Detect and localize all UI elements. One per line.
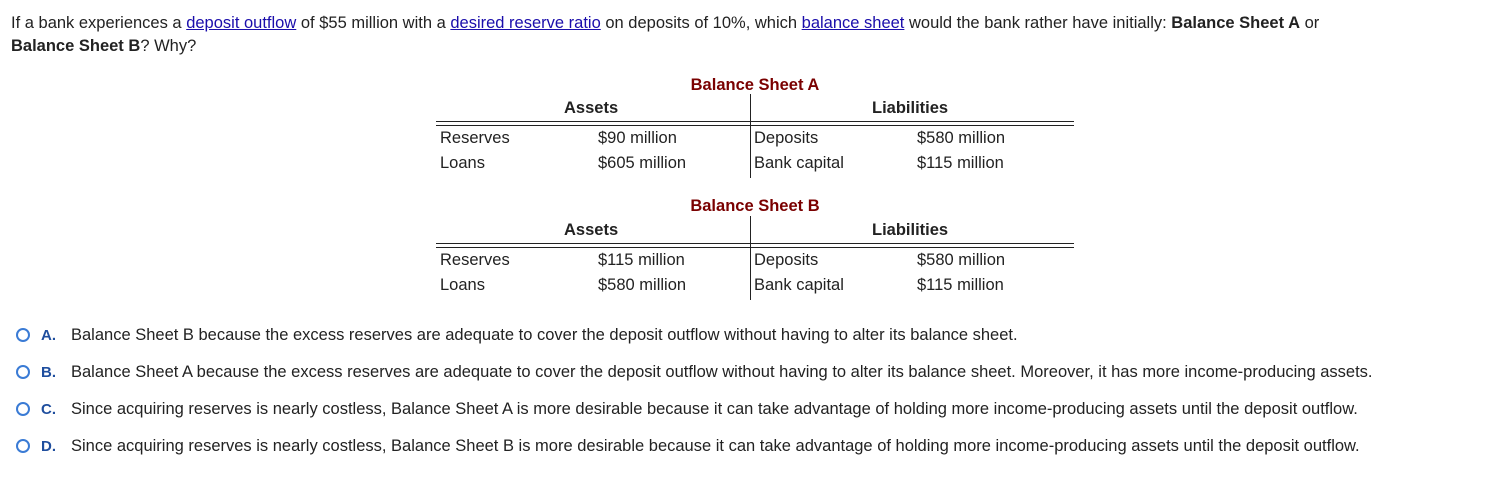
option-text[interactable]: Balance Sheet A because the excess reserves are adequate to cover the deposit outflow without having to alter its balance sheet. Moreover, it has more income-producing assets.: [71, 362, 1373, 381]
option-letter: D.: [41, 437, 56, 455]
liability-value: $580 million: [917, 251, 1006, 269]
question-bold-b: Balance Sheet B: [11, 37, 141, 55]
option-a[interactable]: [16, 322, 1018, 348]
balance-sheet-title: Balance Sheet A: [690, 76, 820, 94]
option-letter: C.: [41, 400, 56, 418]
asset-value: $580 million: [598, 276, 687, 294]
question-part: ? Why?: [140, 37, 197, 55]
asset-label: Loans: [440, 154, 485, 172]
question-part: would the bank rather have initially:: [904, 14, 1172, 32]
question-part: on deposits of 10%, which: [600, 14, 802, 32]
radio-button[interactable]: [16, 402, 30, 416]
option-c[interactable]: [16, 396, 1358, 422]
t-account-divider: [750, 216, 751, 300]
liabilities-header: Liabilities: [872, 221, 949, 239]
header-rule: [436, 121, 1074, 126]
asset-value: $115 million: [598, 251, 685, 269]
option-b[interactable]: [16, 359, 1373, 385]
option-text[interactable]: Since acquiring reserves is nearly costless, Balance Sheet B is more desirable because it can take advantage of holding more income-producing assets until the deposit outflow.: [71, 436, 1360, 455]
radio-button[interactable]: [16, 328, 30, 342]
balance-sheet-a: [436, 76, 1074, 186]
balance-sheet-title: Balance Sheet B: [690, 197, 820, 215]
asset-label: Loans: [440, 276, 485, 294]
question-part: of $55 million with a: [296, 14, 451, 32]
header-rule: [436, 243, 1074, 248]
balance-sheet-b: [436, 197, 1074, 307]
question-part: or: [1300, 14, 1320, 32]
option-text[interactable]: Balance Sheet B because the excess reserves are adequate to cover the deposit outflow without having to alter its balance sheet.: [71, 325, 1018, 344]
option-letter: B.: [41, 363, 56, 381]
asset-value: $605 million: [598, 154, 687, 172]
liability-label: Bank capital: [754, 154, 844, 172]
question-bold-a: Balance Sheet A: [1171, 14, 1300, 32]
liability-value: $580 million: [917, 129, 1006, 147]
assets-header: Assets: [564, 221, 619, 239]
asset-value: $90 million: [598, 129, 677, 147]
question-part: If a bank experiences a: [11, 14, 187, 32]
balance-sheet-link[interactable]: balance sheet: [801, 14, 905, 32]
assets-header: Assets: [564, 99, 619, 117]
liability-label: Deposits: [754, 129, 819, 147]
asset-label: Reserves: [440, 251, 510, 269]
option-letter: A.: [41, 326, 56, 344]
liability-label: Bank capital: [754, 276, 844, 294]
radio-button[interactable]: [16, 439, 30, 453]
liability-value: $115 million: [917, 276, 1004, 294]
option-text[interactable]: Since acquiring reserves is nearly costless, Balance Sheet A is more desirable because it can take advantage of holding more income-producing assets until the deposit outflow.: [71, 399, 1358, 418]
option-d[interactable]: [16, 433, 1360, 459]
liability-value: $115 million: [917, 154, 1004, 172]
asset-label: Reserves: [440, 129, 510, 147]
deposit-outflow-link[interactable]: deposit outflow: [186, 14, 297, 32]
desired-reserve-ratio-link[interactable]: desired reserve ratio: [450, 14, 601, 32]
liabilities-header: Liabilities: [872, 99, 949, 117]
question-text: [11, 12, 1481, 58]
t-account-divider: [750, 94, 751, 178]
radio-button[interactable]: [16, 365, 30, 379]
liability-label: Deposits: [754, 251, 819, 269]
